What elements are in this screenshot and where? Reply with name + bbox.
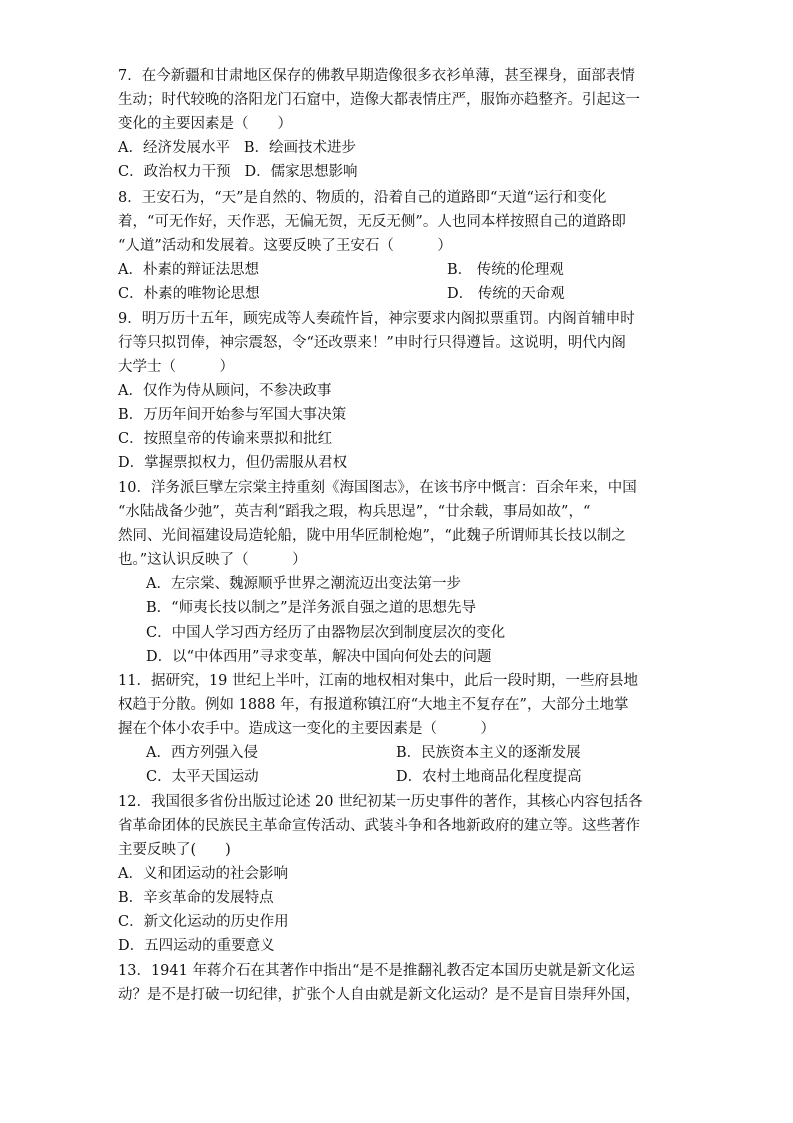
q12-option-d: D．五四运动的重要意义 [118,938,275,954]
q9-option-a: A．仅作为侍从顾问，不参决政事 [118,383,332,399]
q13-stem-line2: 动？是不是打破一切纪律，扩张个人自由就是新文化运动？是不是盲目崇拜外国， [118,987,640,1003]
q7-option-d: D．儒家思想影响 [244,164,358,180]
q12-option-c: C．新文化运动的历史作用 [118,914,289,930]
q11-option-b: B．民族资本主义的逐渐发展 [396,745,581,761]
q12-stem-line1: 12．我国很多省份出版过论述 20 世纪初某一历史事件的著作，其核心内容包括各 [118,794,643,810]
q11-stem-line1: 11．据研究，19 世纪上半叶，江南的地权相对集中，此后一段时期，一些府县地 [118,673,639,689]
q8-option-a: A．朴素的辩证法思想 [118,262,259,278]
q9-option-b: B．万历年间开始参与军国大事决策 [118,407,347,423]
q11-stem-line2: 权趋于分散。例如 1888 年，有报道称镇江府“大地主不复存在”，大部分土地掌 [118,697,629,713]
q9-option-c: C．按照皇帝的传谕来票拟和批红 [118,431,333,447]
q10-option-b: B．“师夷长技以制之”是洋务派自强之道的思想先导 [146,600,476,616]
q7-stem-line2: 生动；时代较晚的洛阳龙门石窟中，造像大都表情庄严，服饰亦趋整齐。引起这一 [118,92,640,108]
q8-stem-line2: 着，“可无作好，天作恶，无偏无贺，无反无侧”。人也同本样按照自己的道路即 [118,214,626,230]
q12-stem-line2: 省革命团体的民族民主革命宣传活动、武装斗争和各地新政府的建立等。这些著作 [118,818,640,834]
q10-option-a: A．左宗棠、魏源顺乎世界之潮流迈出变法第一步 [146,576,461,592]
q7-option-a: A．经济发展水平 [118,140,230,156]
q7-options-row2 [118,160,358,184]
q8-stem-line1: 8．王安石为，“天”是自然的、物质的，沿着自己的道路即“天道“运行和变化 [118,190,607,206]
q8-stem-line3: “人道”活动和发展着。这要反映了王安石（ ） [118,238,452,254]
q11-option-c: C．太平天国运动 [146,769,259,785]
q11-option-d: D．农村土地商品化程度提高 [396,769,582,785]
q12-option-a: A．义和团运动的社会影响 [118,866,288,882]
q10-stem-line1: 10．洋务派巨擘左宗棠主持重刻《海国图志》，在该书序中慨言：百余年来，中国 [118,480,637,496]
q7-stem-line3: 变化的主要因素是（ ） [118,116,292,132]
q7-option-b: B．绘画技术进步 [243,140,356,156]
q11-option-a: A．西方列强入侵 [146,745,258,761]
q10-stem-line2: “水陆战备少弛”，英吉利“蹈我之瑕，构兵思逞”，“廿余载，事局如故”，“ [118,504,591,520]
q8-option-c: C．朴素的唯物论思想 [118,286,260,302]
q7-option-c: C．政治权力干预 [118,164,231,180]
q9-option-d: D．掌握票拟权力，但仍需服从君权 [118,455,348,471]
q10-option-c: C．中国人学习西方经历了由器物层次到制度层次的变化 [146,625,506,641]
q10-stem-line4: 也。”这认识反映了（ ） [118,552,307,568]
q13-stem-line1: 13．1941 年蒋介石在其著作中指出“是不是推翻礼教否定本国历史就是新文化运 [118,963,635,979]
q7-stem-line1: 7．在今新疆和甘肃地区保存的佛教早期造像很多衣衫单薄，甚至裸身，面部表情 [118,68,635,84]
q9-stem-line3: 大学士（ ） [118,359,234,375]
q9-stem-line1: 9．明万历十五年，顾宪成等人奏疏忤旨，神宗要求内阁拟票重罚。内阁首辅申时 [118,311,635,327]
q7-options-row1 [118,136,356,160]
q12-stem-line3: 主要反映了( ) [118,842,231,858]
q10-option-d: D．以“中体西用”寻求变革，解决中国向何处去的问题 [146,649,492,665]
q12-option-b: B．辛亥革命的发展特点 [118,890,274,906]
q9-stem-line2: 行等只拟罚俸，神宗震怒，令“还改票来！”申时行只得遵旨。这说明，明代内阁 [118,335,626,351]
q11-stem-line3: 握在个体小农手中。造成这一变化的主要因素是（ ） [118,721,495,737]
q8-option-d: D． 传统的天命观 [447,286,565,302]
q10-stem-line3: 然同、光间福建设局造轮船，陇中用华匠制枪炮”，“此魏子所谓师其长技以制之 [118,528,626,544]
q8-option-b: B． 传统的伦理观 [447,262,564,278]
